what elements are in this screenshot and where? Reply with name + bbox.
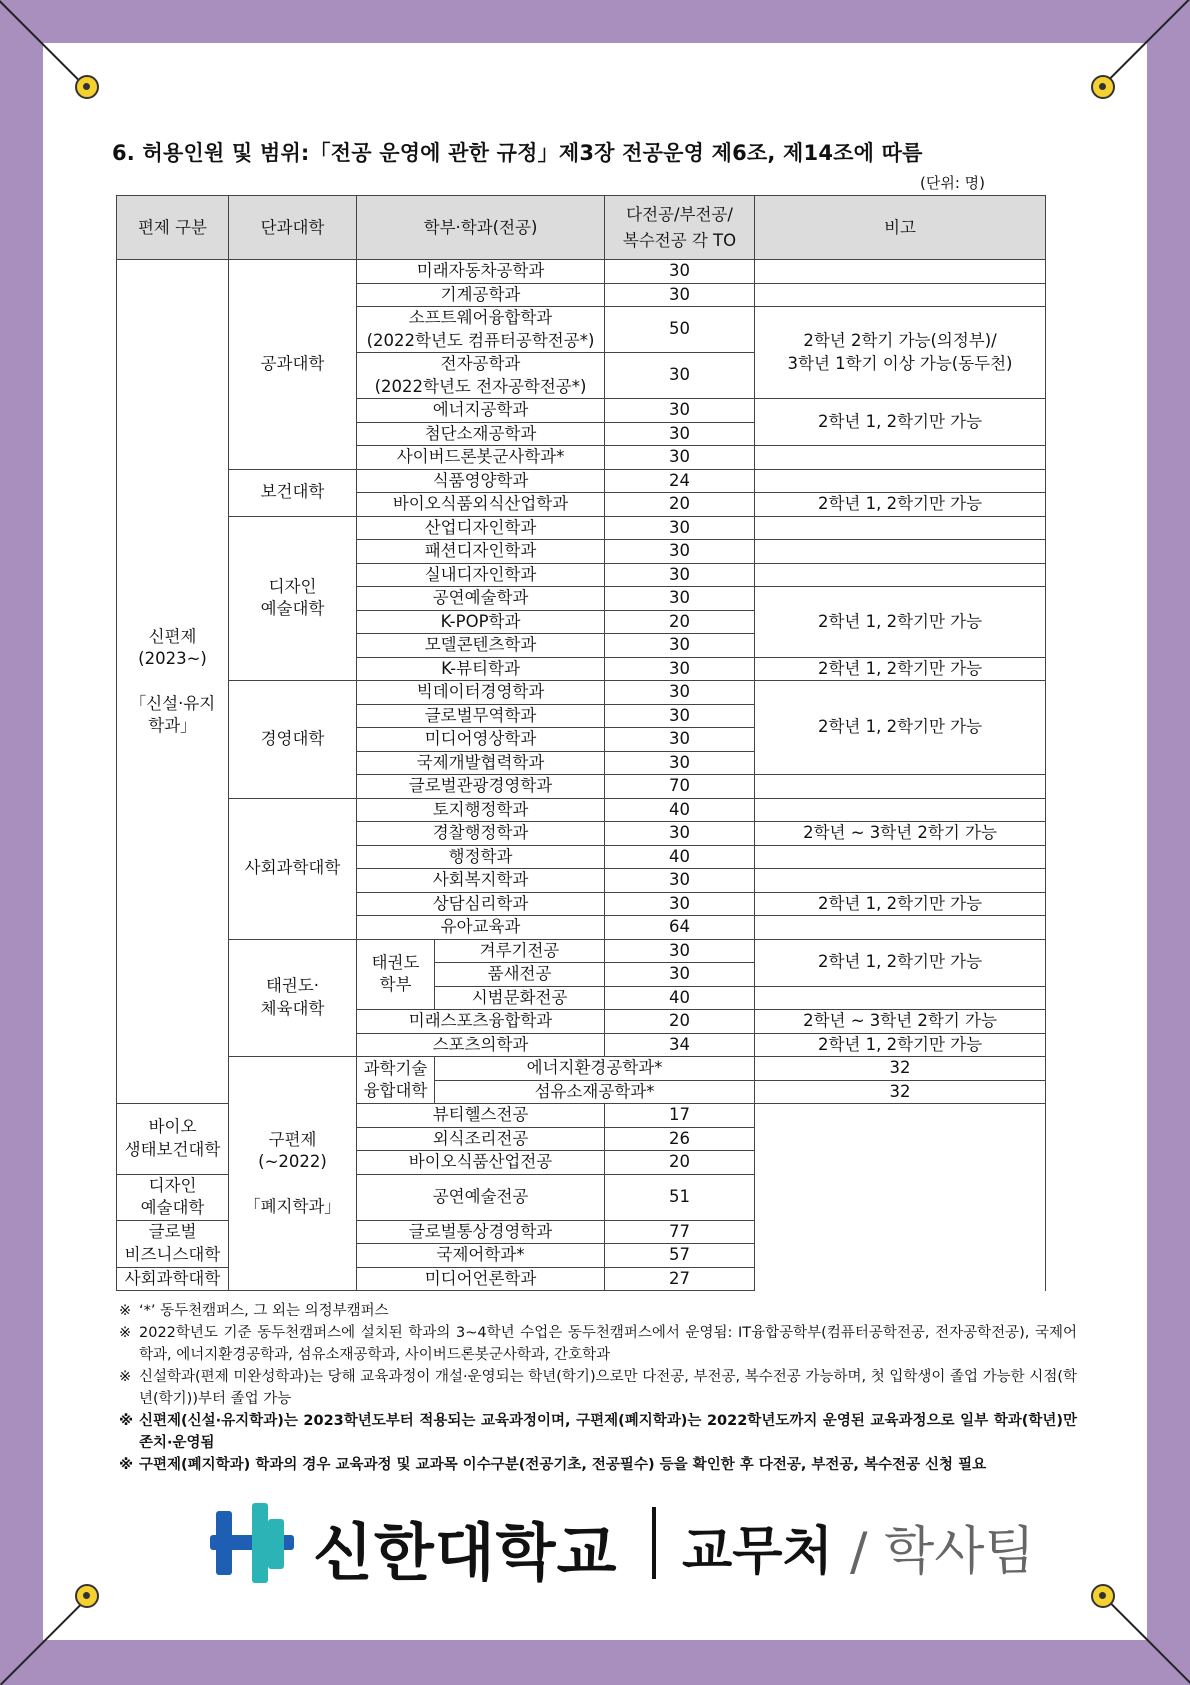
pin-icon [1091, 1584, 1115, 1608]
table-row [117, 260, 1046, 284]
remark-cell: 2학년 1, 2학기만 가능 [755, 399, 1046, 446]
logo-team: / 학사팀 [850, 1522, 1035, 1582]
dept-cell: 식품영양학과 [357, 469, 605, 493]
to-cell: 40 [605, 798, 755, 822]
to-cell: 17 [605, 1104, 755, 1128]
pin-icon [1091, 75, 1115, 99]
to-cell: 20 [605, 1151, 755, 1175]
dept-cell: 소프트웨어융합학과 (2022학년도 컴퓨터공학전공*) [357, 307, 605, 353]
dept-cell: K-뷰티학과 [357, 657, 605, 681]
to-cell: 20 [605, 610, 755, 634]
to-cell: 24 [605, 469, 755, 493]
dept-cell: 미디어영상학과 [357, 728, 605, 752]
to-cell: 30 [605, 260, 755, 284]
college-cell: 사회과학대학 [117, 1267, 229, 1291]
dept-cell: 외식조리전공 [357, 1127, 605, 1151]
dept-cell: 에너지환경공학과* [435, 1057, 755, 1081]
dept-cell: 미래자동차공학과 [357, 260, 605, 284]
to-cell: 30 [605, 869, 755, 893]
dept-cell: 뷰티헬스전공 [357, 1104, 605, 1128]
to-cell: 34 [605, 1033, 755, 1057]
remark-cell: 2학년 1, 2학기만 가능 [755, 657, 1046, 681]
to-cell: 30 [605, 728, 755, 752]
header-type: 편제 구분 [117, 196, 229, 260]
remark-cell: 2학년 ~ 3학년 2학기 가능 [755, 1010, 1046, 1034]
dept-cell: 글로벌관광경영학과 [357, 775, 605, 799]
to-cell: 30 [605, 822, 755, 846]
to-cell: 40 [605, 845, 755, 869]
to-cell: 30 [605, 892, 755, 916]
header-dept: 학부·학과(전공) [357, 196, 605, 260]
to-cell: 30 [605, 681, 755, 705]
dept-cell: 전자공학과 (2022학년도 전자공학전공*) [357, 353, 605, 399]
college-cell: 경영대학 [229, 681, 357, 799]
dept-cell: 기계공학과 [357, 283, 605, 307]
table-row [117, 516, 1046, 540]
remark-cell [755, 469, 1046, 493]
remark-cell [755, 916, 1046, 940]
college-cell: 태권도· 체육대학 [229, 939, 357, 1057]
to-cell: 30 [605, 446, 755, 470]
remark-cell [755, 516, 1046, 540]
to-cell: 30 [605, 563, 755, 587]
footnote: ※ 신설학과(편제 미완성학과)는 당해 교육과정이 개설·운영되는 학년(학기)으로만 다전공, 부전공, 복수전공 가능하며, 첫 입학생이 졸업 가능한 시점(학년(학기))부터 졸업 가능 [119, 1369, 1077, 1407]
remark-cell: 2학년 1, 2학기만 가능 [755, 892, 1046, 916]
to-cell: 27 [605, 1267, 755, 1291]
college-cell: 과학기술 융합대학 [357, 1057, 435, 1104]
to-cell: 30 [605, 634, 755, 658]
dept-cell: 모델콘텐츠학과 [357, 634, 605, 658]
dept-cell: 겨루기전공 [435, 939, 605, 963]
college-cell: 바이오 생태보건대학 [117, 1104, 229, 1175]
college-cell: 글로벌 비즈니스대학 [117, 1220, 229, 1267]
header-note: 비고 [755, 196, 1046, 260]
remark-cell [755, 446, 1046, 470]
header-to: 다전공/부전공/ 복수전공 각 TO [605, 196, 755, 260]
dept-cell: 사이버드론봇군사학과* [357, 446, 605, 470]
to-cell: 70 [605, 775, 755, 799]
remark-cell [755, 986, 1046, 1010]
to-cell: 30 [605, 939, 755, 963]
table-row [117, 798, 1046, 822]
dept-cell: 국제개발협력학과 [357, 751, 605, 775]
dept-cell: 상담심리학과 [357, 892, 605, 916]
footnote: ※ 구편제(폐지학과) 학과의 경우 교육과정 및 교과목 이수구분(전공기초, 전공필수) 등을 확인한 후 다전공, 부전공, 복수전공 신청 필요 [119, 1457, 987, 1473]
to-cell: 50 [605, 307, 755, 353]
remark-cell [755, 260, 1046, 284]
dept-cell: 빅데이터경영학과 [357, 681, 605, 705]
remark-cell [755, 775, 1046, 799]
group-cell-new: 신편제 (2023~) 「신설·유지 학과」 [117, 260, 229, 1104]
to-cell: 30 [605, 587, 755, 611]
remark-cell: 2학년 ~ 3학년 2학기 가능 [755, 822, 1046, 846]
dept-cell: 유아교육과 [357, 916, 605, 940]
to-cell: 30 [605, 516, 755, 540]
remark-cell [755, 540, 1046, 564]
dept-cell: K-POP학과 [357, 610, 605, 634]
dept-cell: 미래스포츠융합학과 [357, 1010, 605, 1034]
to-cell: 30 [605, 540, 755, 564]
dept-cell: 첨단소재공학과 [357, 422, 605, 446]
dept-cell: 실내디자인학과 [357, 563, 605, 587]
footnote: ※ 신편제(신설·유지학과)는 2023학년도부터 적용되는 교육과정이며, 구편제(폐지학과)는 2022학년도까지 운영된 교육과정으로 일부 학과(학년)만 존치·운영됨 [119, 1413, 1077, 1451]
university-logo [210, 1497, 1035, 1589]
college-cell: 디자인 예술대학 [229, 516, 357, 681]
footnote: ※ 2022학년도 기준 동두천캠퍼스에 설치된 학과의 3~4학년 수업은 동두천캠퍼스에서 운영됨: IT융합공학부(컴퓨터공학전공, 전자공학전공), 국제어학과, 에너지환경공학과, 섬유소재공학과, 사이버드론봇군사학과, 간호학과 [119, 1325, 1077, 1363]
dept-cell: 바이오식품외식산업학과 [357, 493, 605, 517]
remark-cell [755, 563, 1046, 587]
remark-cell: 2학년 1, 2학기만 가능 [755, 939, 1046, 986]
dept-cell: 경찰행정학과 [357, 822, 605, 846]
remark-cell: 2학년 2학기 가능(의정부)/ 3학년 1학기 이상 가능(동두천) [755, 307, 1046, 399]
table-row [117, 939, 1046, 963]
dept-cell: 국제어학과* [357, 1244, 605, 1268]
table-row [117, 681, 1046, 705]
shinhan-logo-icon [210, 1501, 294, 1585]
group-cell-old: 구편제 (~2022) 「폐지학과」 [229, 1057, 357, 1291]
logo-dept: 교무처 [682, 1522, 833, 1582]
remark-cell [755, 283, 1046, 307]
to-cell: 30 [605, 657, 755, 681]
remark-cell: 2학년 1, 2학기만 가능 [755, 587, 1046, 658]
quota-table [116, 195, 1046, 1291]
remark-cell [755, 845, 1046, 869]
table-header-row [117, 196, 1046, 260]
remark-cell [755, 798, 1046, 822]
logo-divider [652, 1507, 656, 1579]
remark-cell: 2학년 1, 2학기만 가능 [755, 681, 1046, 775]
to-cell: 57 [605, 1244, 755, 1268]
dept-cell: 바이오식품산업전공 [357, 1151, 605, 1175]
to-cell: 51 [605, 1174, 755, 1220]
to-cell: 30 [605, 963, 755, 987]
table-row [117, 469, 1046, 493]
dept-cell: 미디어언론학과 [357, 1267, 605, 1291]
dept-cell: 스포츠의학과 [357, 1033, 605, 1057]
pin-icon [75, 1584, 99, 1608]
dept-cell: 사회복지학과 [357, 869, 605, 893]
dept-cell: 토지행정학과 [357, 798, 605, 822]
logo-university-name: 신한대학교 [313, 1516, 618, 1589]
table-row [117, 1057, 1046, 1081]
dept-cell: 공연예술학과 [357, 587, 605, 611]
remark-cell: 2학년 1, 2학기만 가능 [755, 1033, 1046, 1057]
footnote: ※ ‘*’ 동두천캠퍼스, 그 외는 의정부캠퍼스 [119, 1303, 389, 1319]
to-cell: 32 [755, 1080, 1046, 1104]
dept-cell: 글로벌무역학과 [357, 704, 605, 728]
to-cell: 30 [605, 353, 755, 399]
college-cell: 공과대학 [229, 260, 357, 470]
college-cell: 디자인 예술대학 [117, 1174, 229, 1220]
to-cell: 64 [605, 916, 755, 940]
page-title: 6. 허용인원 및 범위:「전공 운영에 관한 규정」제3장 전공운영 제6조, 제14조에 따름 [112, 141, 923, 165]
school-cell: 태권도 학부 [357, 939, 435, 1010]
to-cell: 20 [605, 493, 755, 517]
dept-cell: 행정학과 [357, 845, 605, 869]
dept-cell: 에너지공학과 [357, 399, 605, 423]
to-cell: 32 [755, 1057, 1046, 1081]
dept-cell: 글로벌통상경영학과 [357, 1220, 605, 1244]
dept-cell: 산업디자인학과 [357, 516, 605, 540]
to-cell: 30 [605, 704, 755, 728]
college-cell: 보건대학 [229, 469, 357, 516]
college-cell: 사회과학대학 [229, 798, 357, 939]
to-cell: 40 [605, 986, 755, 1010]
remark-cell [755, 869, 1046, 893]
remark-cell: 2학년 1, 2학기만 가능 [755, 493, 1046, 517]
to-cell: 30 [605, 422, 755, 446]
to-cell: 30 [605, 399, 755, 423]
to-cell: 30 [605, 751, 755, 775]
to-cell: 77 [605, 1220, 755, 1244]
unit-label: (단위: 명) [920, 174, 985, 192]
dept-cell: 공연예술전공 [357, 1174, 605, 1220]
dept-cell: 패션디자인학과 [357, 540, 605, 564]
to-cell: 20 [605, 1010, 755, 1034]
footnotes [119, 1300, 1077, 1476]
dept-cell: 시범문화전공 [435, 986, 605, 1010]
dept-cell: 품새전공 [435, 963, 605, 987]
header-college: 단과대학 [229, 196, 357, 260]
to-cell: 30 [605, 283, 755, 307]
pin-icon [75, 75, 99, 99]
dept-cell: 섬유소재공학과* [435, 1080, 755, 1104]
to-cell: 26 [605, 1127, 755, 1151]
